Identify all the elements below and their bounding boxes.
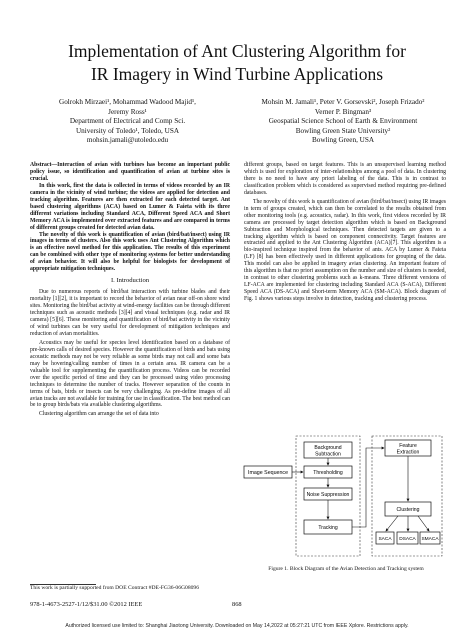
affiliation-line: University of Toledo¹, Toledo, USA <box>75 126 180 135</box>
affiliation-line: Bowling Green, USA <box>311 136 375 145</box>
paper-title <box>0 40 474 86</box>
right-column <box>244 162 446 303</box>
figure-block-diagram <box>240 432 448 562</box>
feature-extraction-label-2: Extraction <box>396 449 420 456</box>
author-line: Golrokh Mirzaei¹, Mohammad Wadood Majid¹, <box>59 98 196 106</box>
background-subtraction-label-1: Background <box>314 445 342 451</box>
affiliation-line: Geospatial Science School of Earth & Environment <box>268 117 418 126</box>
arrow <box>418 516 429 531</box>
smaca-label: SMACA <box>421 537 439 542</box>
body-paragraph: Due to numerous reports of bird/bat interaction with turbine blades and their mortality [1][2], it is important to record the behavior of avian near off-on shore wind sites. Monitoring the bird/bat activity at wind-energy facilities can be through different techniques such as acoustic methods [3][4] and visual techniques (e.g. radar and IR camera) [5][6]. These monitoring and quantification of bird/bat activity in the vicinity of wind turbines can be very useful for development of mitigation techniques and reduction of avian mortalities. <box>30 289 230 337</box>
abstract-paragraph: Abstract—Interaction of avian with turbines has become an important public policy issue, so identification and quantification of avian at turbine sites is crucial. <box>30 162 230 182</box>
saca-label: SACA <box>378 537 392 542</box>
title-line-2: IR Imagery in Wind Turbine Applications <box>90 64 384 84</box>
thresholding-label: Thresholding <box>313 470 343 476</box>
section-heading: I. Introduction <box>110 277 150 285</box>
download-notice: Authorized licensed use limited to: Shanghai Jiaotong University. Downloaded on May 14,2022 at 05:27:21 UTC from IEEE Xplore. Restrictions apply. <box>65 623 409 629</box>
background-subtraction-label-2: Subtraction <box>315 451 341 458</box>
author-block-right <box>238 98 448 146</box>
tracking-label: Tracking <box>318 525 338 531</box>
title-line-1: Implementation of Ant Clustering Algorithm for <box>68 41 406 61</box>
abstract-paragraph: The novelty of this work is quantification of avian (bird/bat/insect) using IR images in terms of clusters. Also this work uses Ant Clustering Algorithm which is an effective novel method for this application. The results of this experiment can be combined with other type of monitoring systems for better understanding of avian behavior. It will also be helpful for biologists for development of appropriate mitigation techniques. <box>30 231 230 273</box>
affiliation-line: Department of Electrical and Comp Sci. <box>69 117 186 126</box>
clustering-label: Clustering <box>396 507 420 513</box>
left-column <box>30 162 230 418</box>
dsaca-label: DSACA <box>399 537 416 542</box>
body-paragraph: The novelty of this work is quantification of avian (bird/bat/insect) using IR images in term of groups created, which can then be correlated to the results obtained from other monitoring tools (e.g. acoustics, radar). In this work, first videos recorded by IR camera are processed by target detection algorithm which is based on Background Subtraction and Morphological techniques. Then detected targets are given to a tracking algorithm which is based on component connectivity. Target features are extracted and applied to the Ant Clustering Algorithm (ACA)[7]. This algorithm is a bio-inspired technique inspired from the behavior of ants. ACA by Lumer & Faieta (LF) [8] has been effectively used in different applications for grouping of the data. This model can also be applied in imagery avian clustering. An important feature of this algorithm is that no priori assumption on the number and size of clusters is needed, in contrast to other clustering problems such as k-means. Three different versions of LF-ACA are implemented for clustering including Standard ACA (S-ACA), Different Speed ACA (DS-ACA) and Short-term Memory ACA (SM-ACA). Block diagram of Fig. 1 shows various steps involve in detection, tracking and clustering process. <box>244 198 446 303</box>
body-paragraph: Clustering algorithm can arrange the set of data into <box>39 411 159 418</box>
figure-caption: Figure 1. Block Diagram of the Avian Detection and Tracking system <box>268 566 424 572</box>
page-number: 868 <box>232 601 242 608</box>
affiliation-line: Bowling Green State University² <box>295 126 391 135</box>
body-paragraph: Acoustics may be useful for species level identification based on a database of pre-known calls of desired species. However the quantification of birds and bats using acoustic methods may not be very reliable as some birds may not call and some bats may be hovering/calling number of times in a certain area. IR camera can be a valuable tool for supplementing the quantification process. Videos can be recorded over the specific period of time and they can be processed using video processing techniques to determine the number of tracks. However separation of the counts in terms of bats, birds or insects can be very challenging. As pre-define images of all avian tracks are not available for training for use in classification. The best method can be to group birds/bats via available clustering algorithms. <box>30 339 230 409</box>
author-line: Mohsin M. Jamali¹, Peter V. Gorsevski², Joseph Frizado² <box>261 98 425 106</box>
abstract-paragraph: In this work, first the data is collected in terms of videos recorded by an IR camera in the vicinity of wind turbine; the videos are applied for detection and tracking algorithm. Features are then extracted for each detected target. Ant based clustering algorithms (ACA) based on Lumer & Faieta with its three different variations including Standard ACA, Different Speed ACA and Short Memory ACA is implemented over extracted features and are compared in terms of different groups created for detected avian data. <box>30 182 230 231</box>
author-block-left <box>30 98 225 146</box>
body-paragraph: different groups, based on target features. This is an unsupervised learning method which is used for exploration of inter-relationships among a pool of data. In clustering there is no need to have any priori labeling of the data. This is in contrast to classification problem which is considered as supervised method requiring pre-defined databases. <box>244 162 446 196</box>
image-sequence-label: Image Sequence <box>247 470 289 476</box>
author-line: Verner P. Bingman³ <box>314 107 372 116</box>
footer-isbn: 978-1-4673-2527-1/12/$31.00 ©2012 IEEE <box>30 601 143 608</box>
arrow <box>386 516 398 531</box>
arrow <box>352 448 384 527</box>
feature-extraction-label-1: Feature <box>399 443 417 449</box>
author-email: mohsin.jamali@utoledo.edu <box>86 136 169 145</box>
author-line: Jeremy Ross¹ <box>108 107 147 116</box>
noise-suppression-label: Noise Suppression <box>306 492 350 498</box>
footnote: This work is partially supported from DOE Contract #DE-FG36-06G08096 <box>30 585 200 591</box>
